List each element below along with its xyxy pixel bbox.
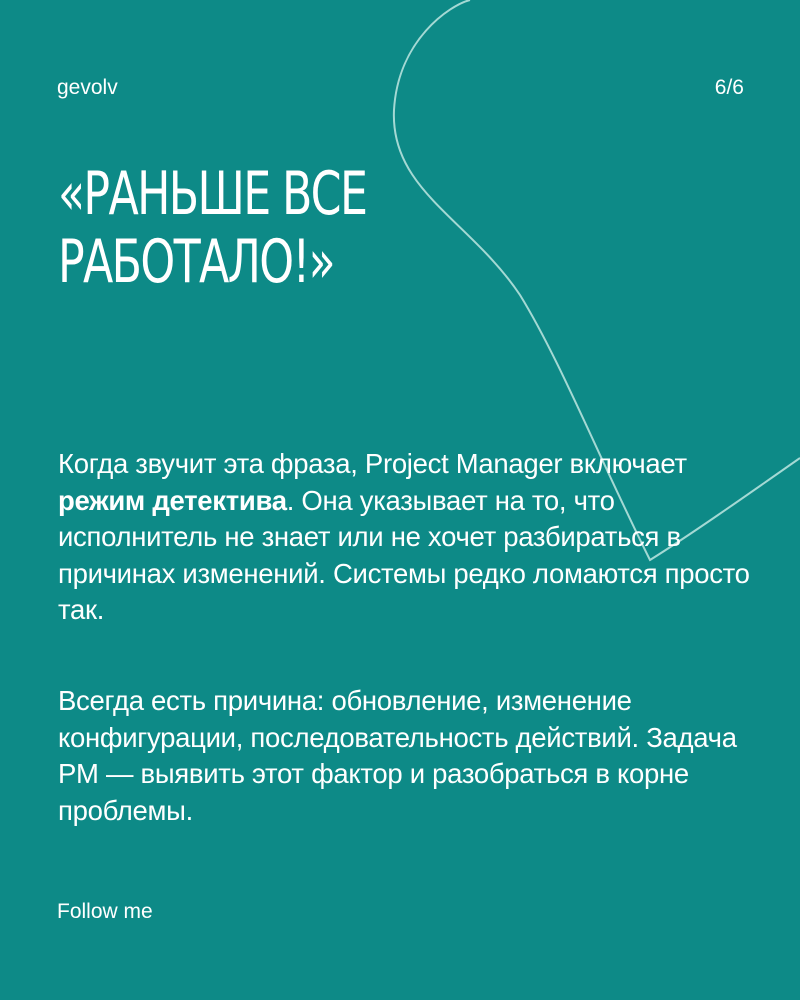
paragraph-1-end: . Она указывает на то, что исполнитель не знает или не хочет разбираться в причинах изменений. Системы редко ломаются просто так.: [58, 484, 750, 625]
paragraph-2: Всегда есть причина: обновление, изменение конфигурации, последовательность действий. Задача PM — выявить этот фактор и разобраться в корне проблемы.: [58, 685, 737, 826]
paragraph-1-bold-phrase: режим детектива: [58, 484, 287, 516]
follow-me-text: Follow me: [57, 900, 153, 923]
headline-line-2: РАБОТАЛО!»: [58, 227, 334, 297]
paragraph-1-start: Когда звучит эта фраза, Project Manager включает: [58, 448, 687, 479]
headline-line-1: «РАНЬШЕ ВСЕ: [58, 159, 367, 229]
headline: [58, 160, 550, 296]
paragraph-1: [58, 446, 758, 629]
page-indicator: 6/6: [714, 76, 744, 99]
brand-name: gevolv: [57, 76, 118, 99]
